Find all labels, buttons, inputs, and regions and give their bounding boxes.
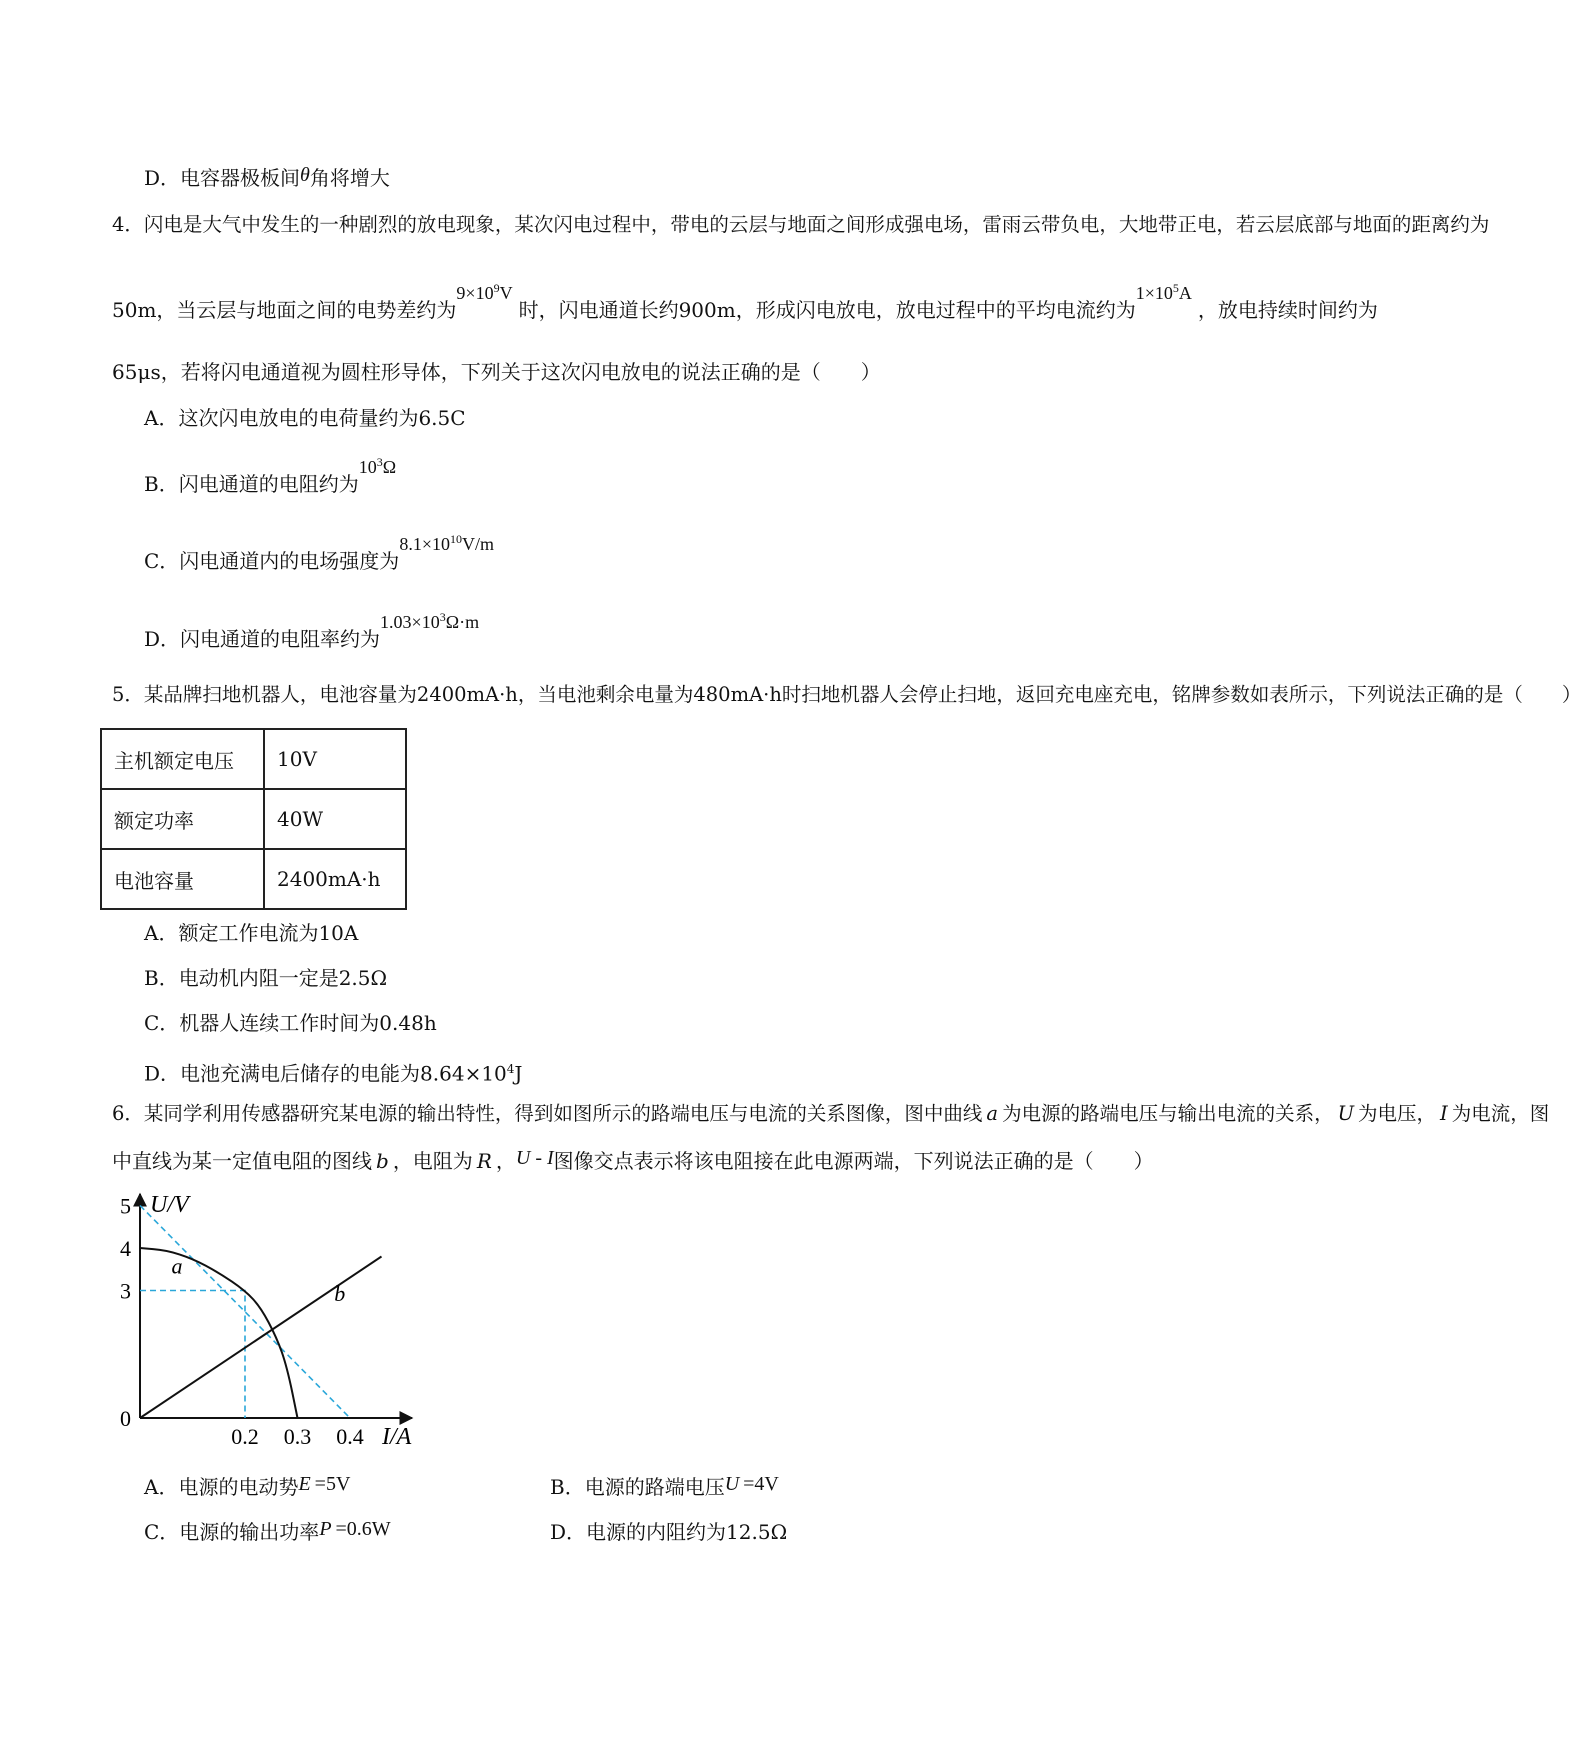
x-tick-label: 0.3 — [283, 1424, 312, 1449]
q6-option-b: B．电源的路端电压U =4V — [550, 1473, 779, 1499]
q6-option-d: D．电源的内阻约为12.5Ω — [550, 1520, 788, 1544]
q4-line2-a: 50m，当云层与地面之间的电势差约为 — [112, 298, 457, 322]
q4-option-b-value: $10^3\Omega$ — [358, 455, 397, 477]
q5-option-b: B．电动机内阻一定是2.5Ω — [144, 966, 388, 990]
spec-key: 额定功率 — [101, 789, 264, 849]
u-i-graph — [110, 1190, 430, 1450]
spec-value: 40W — [264, 789, 406, 849]
q4-option-a: A．这次闪电放电的电荷量约为6.5C — [144, 406, 466, 430]
q4-line2-b: 时，闪电通道长约900m，形成闪电放电，放电过程中的平均电流约为 — [518, 298, 1136, 322]
q4-current: $1\times 10^5A$ — [1135, 281, 1192, 303]
x-axis-label: I/A — [382, 1424, 412, 1450]
q4-line2-c: ，放电持续时间约为 — [1197, 298, 1378, 322]
q4-option-c: C．闪电通道内的电场强度为$8.1\times 10^{10}V/m$ — [144, 532, 494, 573]
q6-option-a: A．电源的电动势E =5V — [144, 1473, 351, 1499]
q6-stem-line1: 6．某同学利用传感器研究某电源的输出特性，得到如图所示的路端电压与电流的关系图像，图中曲线 a 为电源的路端电压与输出电流的关系， U 为电压， I 为电流，图 — [112, 1102, 1550, 1125]
q4-option-d-value: $1.03\times 10^3\Omega\cdot m$ — [380, 610, 480, 632]
q4-option-b: B．闪电通道的电阻约为$10^3\Omega$ — [144, 455, 397, 496]
spec-value: 2400mA·h — [264, 849, 406, 909]
q3-option-d-post: 角将增大 — [309, 166, 390, 190]
series-b-label: b — [334, 1281, 346, 1307]
q3-option-d — [144, 164, 390, 193]
spec-key: 主机额定电压 — [101, 729, 264, 789]
q4-option-c-value: $8.1\times 10^{10}V/m$ — [399, 532, 494, 554]
series-a-label: a — [171, 1253, 183, 1279]
y-tick-label: 5 — [120, 1193, 131, 1219]
x-tick-label: 0.2 — [231, 1424, 259, 1449]
q5-option-c: C．机器人连续工作时间为0.48h — [144, 1011, 437, 1035]
q4-stem-line3: 65μs，若将闪电通道视为圆柱形导体，下列关于这次闪电放电的说法正确的是（ ） — [112, 360, 881, 384]
q6-stem-line2: 中直线为某一定值电阻的图线 b ，电阻为 R ，U - I图像交点表示将该电阻接在此电源两端，下列说法正确的是（ ） — [112, 1147, 1154, 1173]
q4-stem-line2 — [112, 281, 1378, 325]
origin-label: 0 — [120, 1406, 131, 1431]
spec-key: 电池容量 — [101, 849, 264, 909]
y-tick-label: 3 — [120, 1278, 131, 1304]
theta-symbol: θ — [300, 164, 310, 186]
q3-option-d-pre: D．电容器极板间 — [144, 166, 301, 190]
q4-voltage: $9\times 10^9V$ — [456, 281, 513, 303]
table-row — [101, 729, 406, 789]
q5-option-a: A．额定工作电流为10A — [144, 921, 359, 945]
table-row — [101, 789, 406, 849]
series-b-line — [140, 1257, 382, 1419]
q4-option-d: D．闪电通道的电阻率约为$1.03\times 10^3\Omega\cdot m$ — [144, 610, 480, 651]
drop-guide — [140, 1291, 245, 1419]
x-tick-label: 0.4 — [336, 1424, 364, 1449]
series-a-curve — [140, 1248, 298, 1418]
q5-option-d: D．电池充满电后储存的电能为$8.64\times 10^4J$ — [144, 1061, 523, 1086]
q5-stem: 5．某品牌扫地机器人，电池容量为2400mA·h，当电池剩余电量为480mA·h时扫地机器人会停止扫地，返回充电座充电，铭牌参数如表所示，下列说法正确的是（ ） — [112, 683, 1581, 706]
q4-stem-line1: 4．闪电是大气中发生的一种剧烈的放电现象，某次闪电过程中，带电的云层与地面之间形成强电场，雷雨云带负电，大地带正电，若云层底部与地面的距离约为 — [112, 213, 1490, 236]
q5-spec-table — [100, 728, 407, 910]
q6-option-c: C．电源的输出功率P =0.6W — [144, 1518, 391, 1544]
table-row — [101, 849, 406, 909]
y-tick-label: 4 — [120, 1236, 131, 1261]
y-axis-label: U/V — [150, 1192, 189, 1218]
spec-value: 10V — [264, 729, 406, 789]
